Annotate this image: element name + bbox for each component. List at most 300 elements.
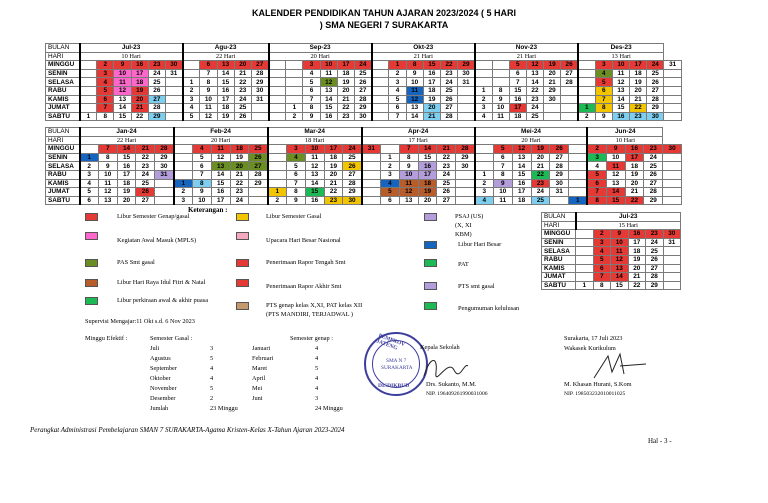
mini-day-cell: 13 [611, 264, 629, 273]
day-cell: 26 [647, 78, 664, 87]
day-cell: 11 [114, 78, 131, 87]
day-cell: 25 [234, 104, 251, 113]
day-cell: 26 [343, 162, 362, 171]
day-cell: 20 [324, 170, 343, 179]
mini-day-cell [663, 247, 681, 256]
day-cell: 18 [131, 78, 148, 87]
day-cell: 10 [612, 61, 629, 70]
effective-days: 20 Hari [475, 136, 588, 145]
week-row-senin [46, 153, 682, 162]
day-cell [165, 112, 182, 121]
legend-label: Libur Hari Besar [458, 241, 502, 248]
day-cell: 8 [200, 78, 217, 87]
day-cell: 17 [509, 104, 526, 113]
day-cell: 27 [249, 162, 268, 171]
day-cell: 5 [595, 78, 612, 87]
day-cell: 27 [355, 86, 372, 95]
day-cell: 7 [200, 69, 217, 78]
day-cell: 17 [630, 61, 647, 70]
day-cell: 13 [114, 95, 131, 104]
legend-swatch [424, 241, 437, 249]
day-cell: 19 [337, 78, 354, 87]
mini-day-cell: 8 [593, 281, 611, 290]
gasal-month: Oktober [150, 375, 171, 382]
mini-day-cell [576, 230, 594, 239]
genap-weeks: 4 [315, 355, 319, 362]
month-header: Mar-24 [268, 128, 362, 137]
day-cell: 13 [211, 162, 230, 171]
bulan-label: BULAN [46, 44, 80, 53]
day-cell: 28 [148, 104, 165, 113]
day-cell: 4 [587, 162, 606, 171]
mini-bulan-row [542, 213, 681, 222]
day-label: MINGGU [46, 145, 80, 154]
mini-day-label: KAMIS [542, 264, 576, 273]
legend-label: Penerimaan Rapor Akhir Smt [266, 283, 342, 290]
day-cell: 3 [389, 78, 406, 87]
day-cell: 26 [249, 153, 268, 162]
day-cell: 17 [512, 188, 531, 197]
day-cell: 20 [337, 86, 354, 95]
day-cell [381, 145, 400, 154]
day-cell: 27 [148, 95, 165, 104]
day-cell [80, 69, 97, 78]
day-label: SABTU [46, 112, 80, 121]
mini-day-cell: 2 [593, 230, 611, 239]
school-stamp [364, 332, 428, 396]
day-cell: 17 [423, 78, 440, 87]
day-cell [550, 196, 569, 205]
mini-week-row [542, 247, 681, 256]
day-cell: 30 [663, 145, 682, 154]
day-cell: 30 [544, 95, 561, 104]
signature-left [420, 352, 472, 382]
gasal-weeks: 5 [210, 355, 214, 362]
day-cell: 21 [437, 145, 456, 154]
day-cell [165, 95, 182, 104]
day-cell: 7 [509, 78, 526, 87]
day-cell: 15 [211, 179, 230, 188]
month-header: Okt-23 [372, 44, 475, 53]
mini-day-cell: 9 [611, 230, 629, 239]
day-cell: 7 [286, 179, 305, 188]
day-cell: 24 [644, 153, 663, 162]
mini-day-cell [576, 264, 594, 273]
legend-label: Libur Semester Gasal [266, 213, 322, 220]
day-cell: 12 [526, 61, 543, 70]
day-cell: 22 [526, 86, 543, 95]
sign-right-nip: NIP. 198503232010011025 [564, 391, 626, 397]
day-cell: 24 [531, 188, 550, 197]
month-header: Sep-23 [269, 44, 372, 53]
day-cell [561, 86, 578, 95]
day-cell [268, 145, 287, 154]
day-cell [458, 86, 475, 95]
stamp-mid2: SURAKARTA [381, 365, 413, 371]
day-cell: 24 [440, 78, 457, 87]
day-cell: 10 [493, 188, 512, 197]
week-row-selasa [46, 78, 682, 87]
day-cell: 18 [230, 145, 249, 154]
day-cell: 25 [531, 196, 550, 205]
mini-day-cell: 18 [628, 247, 646, 256]
day-cell [362, 153, 381, 162]
day-cell [269, 61, 286, 70]
day-cell: 3 [475, 104, 492, 113]
effective-days: 18 Hari [268, 136, 362, 145]
day-cell [475, 153, 494, 162]
day-cell: 16 [612, 112, 629, 121]
stamp-mid1: SMA N 7 [386, 358, 407, 364]
day-cell [362, 170, 381, 179]
day-cell: 2 [286, 112, 303, 121]
mini-week-row [542, 273, 681, 282]
day-cell: 6 [80, 196, 99, 205]
day-cell [475, 69, 492, 78]
day-cell: 24 [234, 95, 251, 104]
day-cell [183, 69, 200, 78]
day-cell: 8 [492, 86, 509, 95]
day-cell [475, 145, 494, 154]
day-cell [578, 69, 595, 78]
day-cell: 26 [550, 145, 569, 154]
effective-days: 22 Hari [183, 52, 269, 61]
jumlah-label: Jumlah [150, 405, 169, 412]
genap-weeks: 5 [315, 365, 319, 372]
day-cell: 2 [475, 179, 494, 188]
legend-swatch [236, 302, 249, 310]
mini-day-cell: 19 [628, 255, 646, 264]
day-cell [561, 104, 578, 113]
day-cell: 1 [183, 78, 200, 87]
day-cell: 22 [625, 196, 644, 205]
mini-day-cell: 25 [646, 247, 664, 256]
week-row-senin [46, 69, 682, 78]
day-cell: 10 [399, 170, 418, 179]
day-cell: 23 [148, 61, 165, 70]
day-cell: 23 [630, 112, 647, 121]
mini-day-label: SABTU [542, 281, 576, 290]
mini-day-cell: 4 [593, 247, 611, 256]
day-cell: 23 [230, 188, 249, 197]
legend-swatch [85, 259, 98, 267]
day-cell: 26 [561, 61, 578, 70]
week-row-kamis [46, 95, 682, 104]
day-cell [663, 153, 682, 162]
day-cell: 29 [355, 104, 372, 113]
gasal-weeks: 2 [210, 395, 214, 402]
day-label: RABU [46, 86, 80, 95]
day-cell: 23 [234, 86, 251, 95]
day-cell: 20 [625, 179, 644, 188]
day-cell [561, 112, 578, 121]
supervisi-note: Supervisi Mengajar:11 Okt s.d. 6 Nov 2023 [85, 318, 195, 325]
day-cell: 23 [440, 69, 457, 78]
mini-day-cell: 21 [628, 273, 646, 282]
day-cell: 18 [337, 69, 354, 78]
mini-day-label: JUMAT [542, 273, 576, 282]
day-cell: 12 [406, 95, 423, 104]
day-cell: 17 [217, 95, 234, 104]
bulan-row [46, 44, 682, 53]
day-cell: 1 [80, 112, 97, 121]
sign-right-name: M. Khasan Hurani, S.Kom [564, 381, 632, 388]
day-cell [475, 162, 494, 171]
day-cell [80, 104, 97, 113]
day-label: SENIN [46, 69, 80, 78]
day-cell [569, 153, 588, 162]
genap-month: Mei [252, 385, 263, 392]
day-cell: 2 [381, 162, 400, 171]
day-cell: 28 [456, 145, 475, 154]
day-label: SABTU [46, 196, 80, 205]
day-cell: 10 [406, 78, 423, 87]
day-label: SENIN [46, 153, 80, 162]
day-cell: 13 [406, 104, 423, 113]
day-cell [664, 78, 682, 87]
day-cell: 10 [606, 153, 625, 162]
mini-day-cell [576, 255, 594, 264]
efektif-title: Minggu Efektif : [85, 335, 128, 342]
day-cell [569, 145, 588, 154]
hari-row [46, 136, 682, 145]
day-cell [362, 162, 381, 171]
day-cell [80, 61, 97, 70]
day-cell: 21 [531, 162, 550, 171]
genap-weeks: 4 [315, 385, 319, 392]
day-cell: 4 [475, 196, 494, 205]
week-row-rabu [46, 170, 682, 179]
day-cell: 6 [595, 86, 612, 95]
day-cell: 23 [437, 162, 456, 171]
day-cell: 28 [440, 112, 457, 121]
day-cell: 18 [117, 179, 136, 188]
day-cell [269, 78, 286, 87]
day-cell: 14 [114, 104, 131, 113]
day-cell [269, 104, 286, 113]
day-cell: 24 [355, 61, 372, 70]
week-row-minggu [46, 145, 682, 154]
day-cell [569, 162, 588, 171]
day-cell: 18 [418, 179, 437, 188]
day-cell [155, 179, 174, 188]
day-cell: 4 [389, 86, 406, 95]
day-cell: 15 [117, 153, 136, 162]
day-cell: 21 [324, 179, 343, 188]
day-cell: 6 [381, 196, 400, 205]
day-cell: 23 [324, 196, 343, 205]
day-cell: 1 [569, 196, 588, 205]
day-cell: 1 [381, 153, 400, 162]
month-header: Nov-23 [475, 44, 578, 53]
day-cell: 5 [183, 112, 200, 121]
day-cell: 27 [561, 69, 578, 78]
day-cell: 15 [512, 170, 531, 179]
month-header: Apr-24 [362, 128, 475, 137]
day-cell: 27 [644, 179, 663, 188]
day-cell: 18 [423, 86, 440, 95]
mini-day-cell: 20 [628, 264, 646, 273]
day-cell: 11 [493, 196, 512, 205]
day-cell: 6 [200, 61, 217, 70]
day-cell: 30 [550, 179, 569, 188]
day-cell [249, 196, 268, 205]
day-cell: 19 [217, 112, 234, 121]
legend-note: (X, XI [455, 222, 472, 229]
bulan-row [46, 128, 682, 137]
day-cell: 29 [155, 153, 174, 162]
mini-day-cell [576, 238, 594, 247]
mini-day-cell [663, 273, 681, 282]
day-cell [80, 145, 99, 154]
page-title-line1: KALENDER PENDIDIKAN TAHUN AJARAN 2023/2024 ( 5 HARI [251, 8, 517, 18]
day-cell: 5 [286, 162, 305, 171]
day-cell: 31 [458, 78, 475, 87]
day-label: KAMIS [46, 95, 80, 104]
day-cell [664, 104, 682, 113]
day-cell [578, 95, 595, 104]
day-cell: 16 [625, 145, 644, 154]
day-cell: 7 [587, 188, 606, 197]
mini-day-label: RABU [542, 255, 576, 264]
day-cell [458, 95, 475, 104]
day-cell [492, 78, 509, 87]
day-cell: 2 [475, 95, 492, 104]
day-cell: 29 [647, 104, 664, 113]
mini-day-cell [663, 255, 681, 264]
day-cell: 20 [117, 196, 136, 205]
effective-days: 22 Hari [80, 136, 174, 145]
day-cell: 14 [612, 95, 629, 104]
day-cell: 2 [578, 112, 595, 121]
mini-day-cell: 23 [646, 230, 664, 239]
day-cell: 22 [531, 170, 550, 179]
legend-label: PAT [458, 261, 469, 268]
day-cell: 14 [217, 69, 234, 78]
mini-day-label: SELASA [542, 247, 576, 256]
gasal-total: 23 Minggu [210, 405, 238, 412]
day-cell: 11 [399, 179, 418, 188]
day-cell: 12 [612, 78, 629, 87]
day-cell: 21 [131, 104, 148, 113]
day-cell: 13 [98, 196, 117, 205]
legend-swatch [236, 232, 249, 240]
day-cell: 20 [531, 153, 550, 162]
day-cell: 14 [320, 95, 337, 104]
legend-label: Libur Semester Genap/gasal [117, 213, 190, 220]
day-cell: 28 [550, 162, 569, 171]
mini-day-cell: 22 [628, 281, 646, 290]
day-cell: 16 [211, 188, 230, 197]
day-cell [578, 78, 595, 87]
day-cell: 6 [303, 86, 320, 95]
day-cell [251, 104, 268, 113]
day-cell: 27 [136, 196, 155, 205]
legend-swatch [85, 297, 98, 305]
day-cell [664, 95, 682, 104]
day-cell: 15 [418, 153, 437, 162]
mini-month: Jul-23 [576, 213, 681, 222]
day-cell: 12 [320, 78, 337, 87]
day-cell: 23 [337, 112, 354, 121]
day-cell: 6 [509, 69, 526, 78]
day-cell [492, 61, 509, 70]
legend-swatch [424, 259, 437, 267]
gasal-weeks: 4 [210, 365, 214, 372]
legend-swatch [236, 259, 249, 267]
day-cell: 2 [183, 86, 200, 95]
day-cell [372, 86, 389, 95]
day-cell [269, 69, 286, 78]
day-cell: 7 [389, 112, 406, 121]
day-cell: 15 [423, 61, 440, 70]
bulan-label: BULAN [46, 128, 80, 137]
day-cell: 30 [456, 162, 475, 171]
day-cell [456, 179, 475, 188]
day-cell: 15 [114, 112, 131, 121]
day-cell: 9 [493, 179, 512, 188]
hari-row [46, 52, 682, 61]
day-cell: 29 [550, 170, 569, 179]
day-cell [269, 112, 286, 121]
day-cell: 13 [320, 86, 337, 95]
day-cell: 19 [131, 86, 148, 95]
day-cell: 24 [526, 104, 543, 113]
day-cell: 25 [440, 86, 457, 95]
day-cell: 28 [644, 188, 663, 197]
day-cell: 5 [587, 170, 606, 179]
day-cell: 29 [251, 78, 268, 87]
day-cell: 11 [305, 153, 324, 162]
day-cell: 17 [117, 170, 136, 179]
day-cell [578, 86, 595, 95]
effective-days: 13 Hari [578, 52, 664, 61]
day-cell: 12 [200, 112, 217, 121]
day-cell: 19 [531, 145, 550, 154]
day-cell: 9 [303, 112, 320, 121]
day-cell [362, 196, 381, 205]
semester-1-calendar [45, 43, 682, 121]
day-cell [458, 112, 475, 121]
day-cell: 22 [324, 188, 343, 197]
day-label: JUMAT [46, 104, 80, 113]
day-cell [456, 188, 475, 197]
day-cell: 2 [587, 145, 606, 154]
day-cell: 3 [475, 188, 494, 197]
month-header: Agu-23 [183, 44, 269, 53]
day-cell: 16 [509, 95, 526, 104]
day-cell [569, 188, 588, 197]
effective-days: 20 Hari [174, 136, 268, 145]
day-cell: 28 [355, 95, 372, 104]
legend-label: Pengumuman kelulusan [458, 305, 520, 312]
mini-day-label: MINGGU [542, 230, 576, 239]
day-cell [456, 196, 475, 205]
day-cell: 22 [630, 104, 647, 113]
day-cell: 5 [97, 86, 114, 95]
gasal-month: Agustus [150, 355, 171, 362]
day-cell: 8 [493, 170, 512, 179]
day-cell: 26 [148, 86, 165, 95]
day-cell [475, 78, 492, 87]
day-cell [372, 61, 389, 70]
month-header: Jun-24 [587, 128, 662, 137]
mini-day-cell: 7 [593, 273, 611, 282]
day-cell: 20 [234, 61, 251, 70]
day-cell [663, 170, 682, 179]
legend-swatch [424, 282, 437, 290]
day-cell [362, 188, 381, 197]
